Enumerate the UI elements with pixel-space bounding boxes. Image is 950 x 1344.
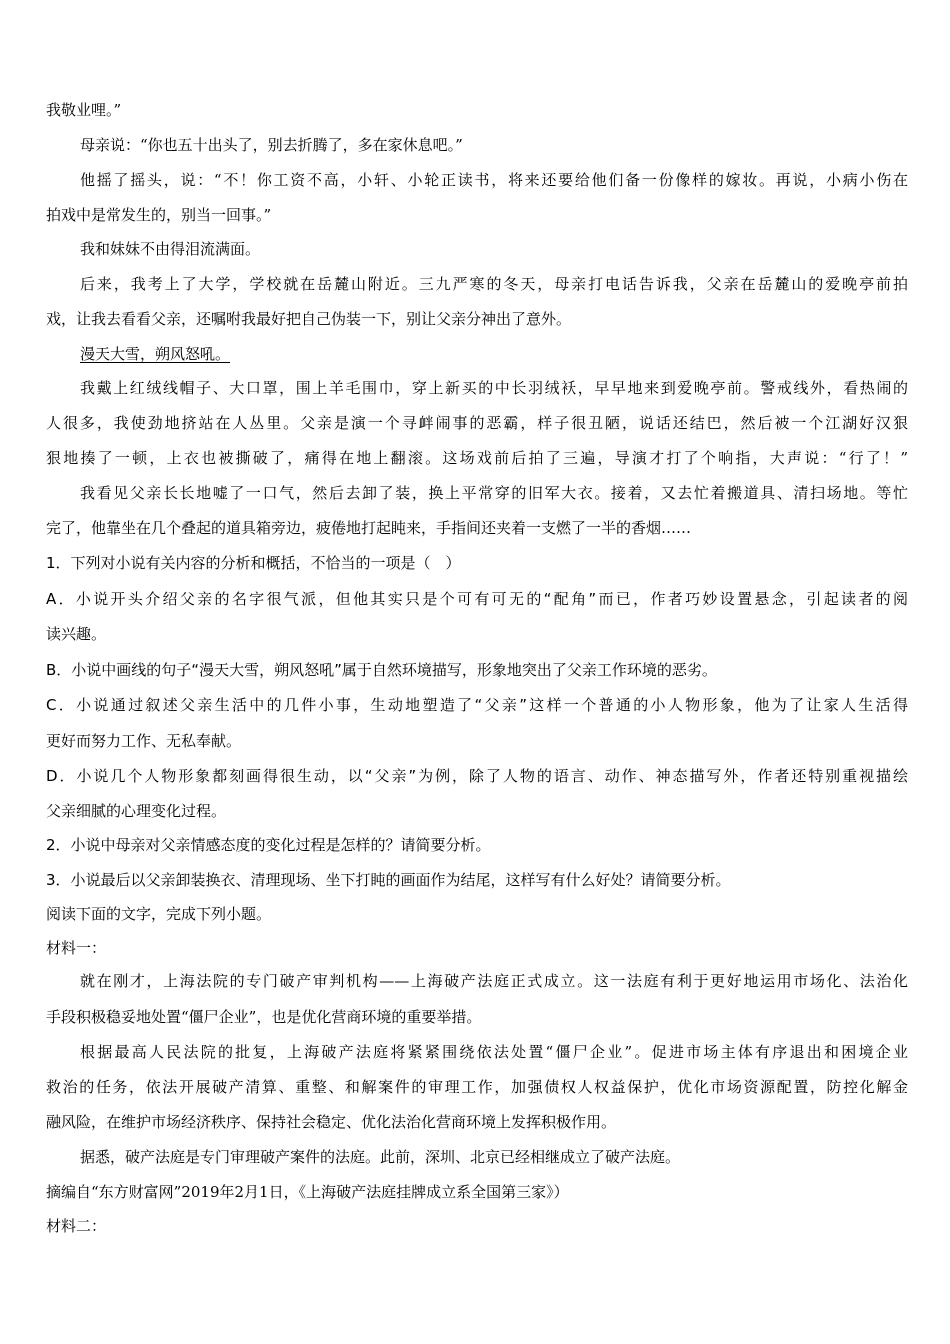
option-c: C．小说通过叙述父亲生活中的几件小事，生动地塑造了“父亲”这样一个普通的小人物形象，他为了让家人生活得 <box>46 696 908 714</box>
question-2: 2．小说中母亲对父亲情感态度的变化过程是怎样的？请简要分析。 <box>46 836 491 854</box>
story-text-line: 我看见父亲长长地嘘了一口气，然后去卸了装，换上平常穿的旧军大衣。接着，又去忙着搬道具、清扫场地。等忙 <box>80 484 908 502</box>
story-text-line: 后来，我考上了大学，学校就在岳麓山附近。三九严寒的冬天，母亲打电话告诉我，父亲在岳麓山的爱晚亭前拍 <box>80 275 908 293</box>
material-text-line: 就在刚才，上海法院的专门破产审判机构——上海破产法庭正式成立。这一法庭有利于更好地运用市场化、法治化 <box>80 972 908 990</box>
story-text-line: 我敬业哩。” <box>46 101 122 119</box>
question-1: 1．下列对小说有关内容的分析和概括，不恰当的一项是（ ） <box>46 554 461 572</box>
story-text-line: 我戴上红绒线帽子、大口罩，围上羊毛围巾，穿上新买的中长羽绒袄，早早地来到爱晚亭前。警戒线外，看热闹的 <box>80 379 908 397</box>
story-text-line: 人很多，我使劲地挤站在人丛里。父亲是演一个寻衅闹事的恶霸，样子很丑陋，说话还结巴，然后被一个江湖好汉狠 <box>46 414 908 432</box>
question-3: 3．小说最后以父亲卸装换衣、清理现场、坐下打盹的画面作为结尾，这样写有什么好处？请简要分析。 <box>46 871 731 889</box>
material-text-line: 根据最高人民法院的批复，上海破产法庭将紧紧围绕依法处置“僵尸企业”。促进市场主体有序退出和困境企业 <box>80 1043 908 1061</box>
material-text-line: 救治的任务，依法开展破产清算、重整、和解案件的审理工作，加强债权人权益保护，优化市场资源配置，防控化解金 <box>46 1078 908 1096</box>
option-b: B．小说中画线的句子“漫天大雪，朔风怒吼”属于自然环境描写，形象地突出了父亲工作环境的恶劣。 <box>46 661 717 679</box>
option-a: A．小说开头介绍父亲的名字很气派，但他其实只是个可有可无的“配角”而已，作者巧妙设置悬念，引起读者的阅 <box>46 590 908 608</box>
option-a-cont: 读兴趣。 <box>46 625 107 643</box>
story-text-line: 完了，他靠坐在几个叠起的道具箱旁边，疲倦地打起盹来，手指间还夹着一支燃了一半的香烟…… <box>46 519 692 537</box>
underlined-sentence <box>80 343 908 365</box>
story-text-line: 母亲说：“你也五十出头了，别去折腾了，多在家休息吧。” <box>80 136 463 154</box>
story-text-line: 狠地揍了一顿，上衣也被撕破了，痛得在地上翻滚。这场戏前后拍了三遍，导演才打了个响指，大声说：“行了！” <box>46 449 908 467</box>
story-text-line: 他摇了摇头，说：“不！你工资不高，小轩、小轮正读书，将来还要给他们备一份像样的嫁妆。再说，小病小伤在 <box>80 171 908 189</box>
material-2-heading: 材料二： <box>46 1217 107 1235</box>
material-1-heading: 材料一： <box>46 939 107 957</box>
option-c-cont: 更好而努力工作、无私奉献。 <box>46 732 242 750</box>
material-text-line: 融风险，在维护市场经济秩序、保持社会稳定、优化法治化营商环境上发挥积极作用。 <box>46 1113 617 1131</box>
underlined-text: 漫天大雪，朔风怒吼。 <box>80 345 231 363</box>
story-text-line: 拍戏中是常发生的，别当一回事。” <box>46 206 272 224</box>
material-text-line: 手段积极稳妥地处置“僵尸企业”，也是优化营商环境的重要举措。 <box>46 1008 482 1026</box>
material-source: 摘编自“东方财富网”2019年2月1日，《上海破产法庭挂牌成立系全国第三家》） <box>46 1183 569 1201</box>
material-text-line: 据悉，破产法庭是专门审理破产案件的法庭。此前，深圳、北京已经相继成立了破产法庭。 <box>80 1148 681 1166</box>
option-d-cont: 父亲细腻的心理变化过程。 <box>46 802 227 820</box>
story-text-line: 我和妹妹不由得泪流满面。 <box>80 240 261 258</box>
option-d: D．小说几个人物形象都刻画得很生动，以“父亲”为例，除了人物的语言、动作、神态描写外，作者还特别重视描绘 <box>46 767 908 785</box>
reading-instruction: 阅读下面的文字，完成下列小题。 <box>46 905 272 923</box>
story-text-line: 戏，让我去看看父亲，还嘱咐我最好把自己伪装一下，别让父亲分神出了意外。 <box>46 310 572 328</box>
